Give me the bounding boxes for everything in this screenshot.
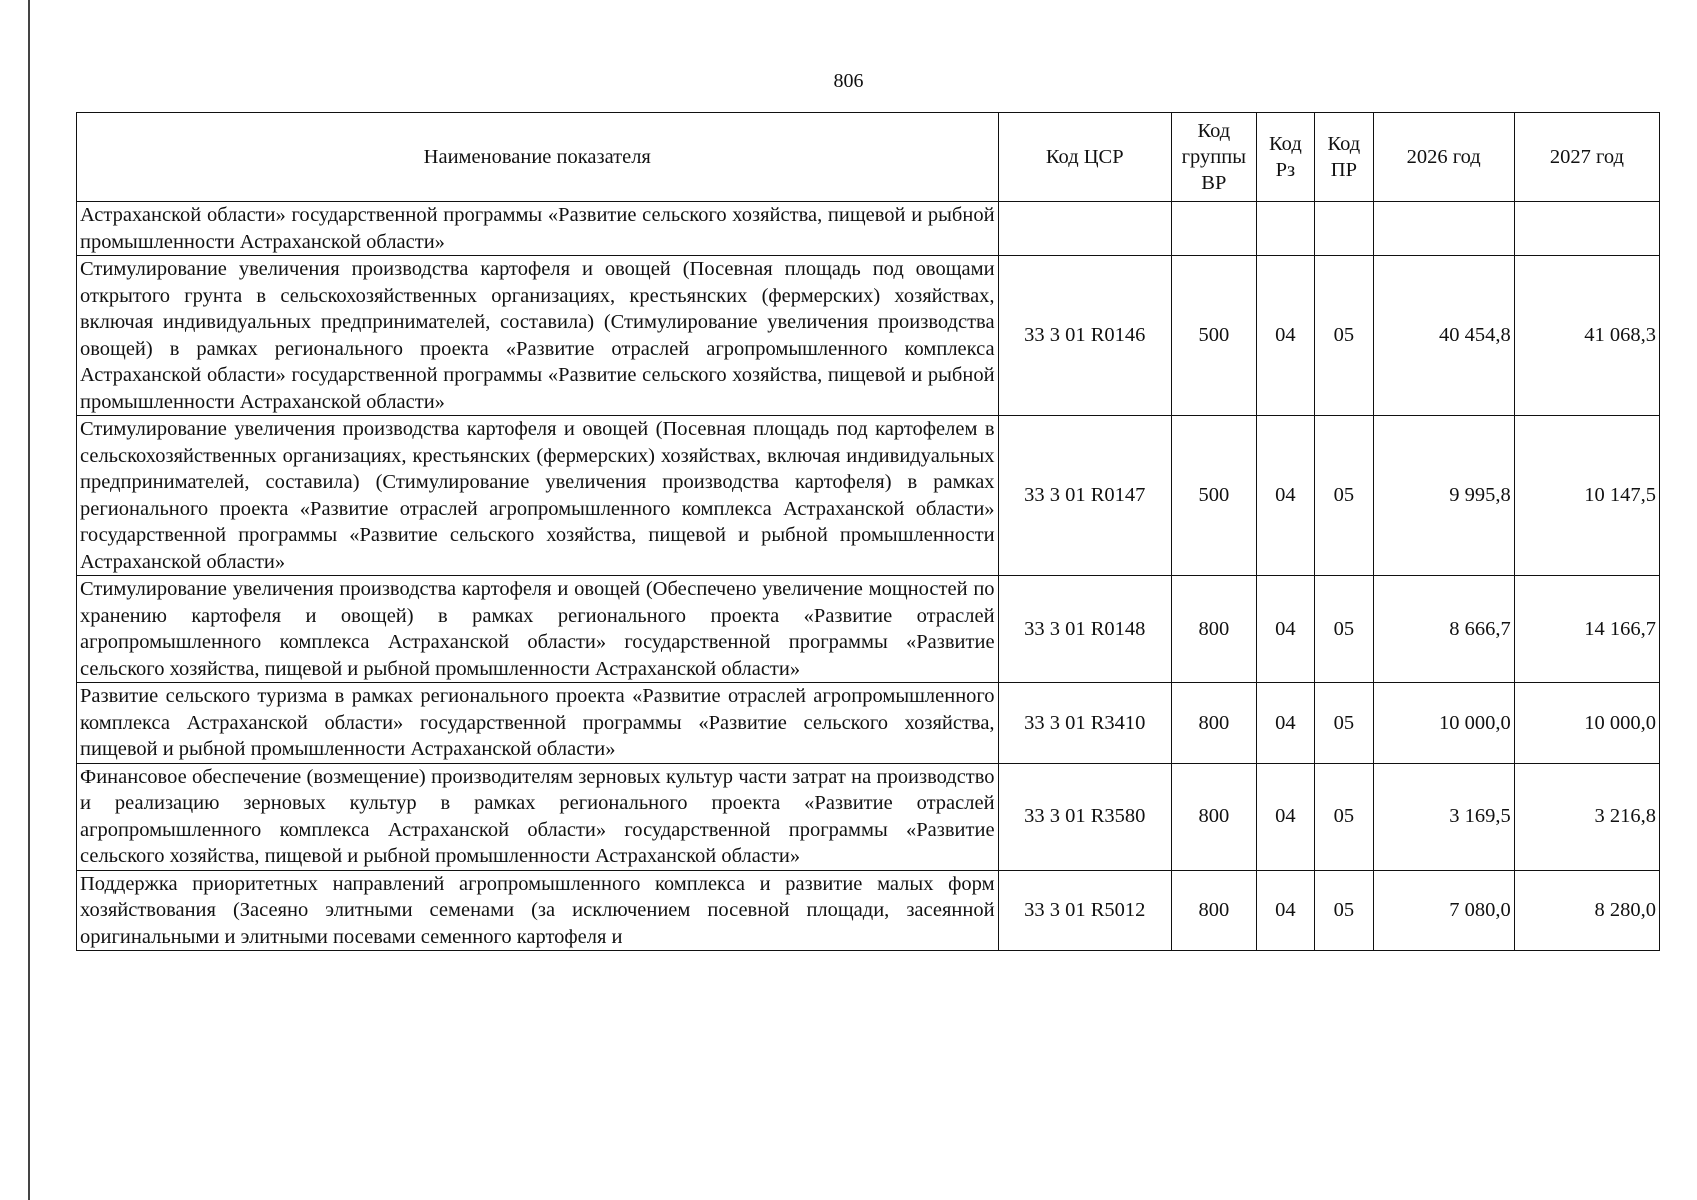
row-name: Поддержка приоритетных направлений агропромышленного комплекса и развитие малых форм хозяйствования (Засеяно элитными семенами (за исключением посевной площади, засеянной оригинальными и элитными посевами семенного картофеля и [77,870,999,951]
scan-edge-line [28,0,30,1200]
table-row [77,202,1660,256]
row-pr-code: 05 [1315,416,1373,576]
row-amount-2027: 10 147,5 [1514,416,1659,576]
table-row [77,576,1660,683]
row-amount-2026: 9 995,8 [1373,416,1514,576]
header-year-2027: 2027 год [1514,113,1659,202]
row-amount-2027: 8 280,0 [1514,870,1659,951]
header-vr-code: Код группы ВР [1171,113,1256,202]
header-name: Наименование показателя [77,113,999,202]
table-row [77,256,1660,416]
row-rz-code: 04 [1256,416,1314,576]
row-vr-code: 800 [1171,576,1256,683]
row-amount-2026: 40 454,8 [1373,256,1514,416]
row-rz-code: 04 [1256,576,1314,683]
row-amount-2026: 7 080,0 [1373,870,1514,951]
table-header-row [77,113,1660,202]
row-rz-code: 04 [1256,763,1314,870]
row-name: Стимулирование увеличения производства картофеля и овощей (Посевная площадь под овощами открытого грунта в сельскохозяйственных организациях, крестьянских (фермерских) хозяйствах, включая индивидуальных предпринимателей, составила) (Стимулирование увеличения производства овощей) в рамках регионального проекта «Развитие отраслей агропромышленного комплекса Астраханской области» государственной программы «Развитие сельского хозяйства, пищевой и рыбной промышленности Астраханской области» [77,256,999,416]
table-row [77,763,1660,870]
row-csr-code: 33 3 01 R0148 [998,576,1171,683]
row-pr-code: 05 [1315,683,1373,764]
row-csr-code: 33 3 01 R0147 [998,416,1171,576]
header-csr-code: Код ЦСР [998,113,1171,202]
row-amount-2027: 3 216,8 [1514,763,1659,870]
row-rz-code: 04 [1256,256,1314,416]
row-csr-code: 33 3 01 R3580 [998,763,1171,870]
budget-table [76,112,1660,951]
row-amount-2026 [1373,202,1514,256]
row-csr-code: 33 3 01 R0146 [998,256,1171,416]
row-pr-code: 05 [1315,576,1373,683]
row-pr-code: 05 [1315,763,1373,870]
row-name: Развитие сельского туризма в рамках регионального проекта «Развитие отраслей агропромышленного комплекса Астраханской области» государственной программы «Развитие сельского хозяйства, пищевой и рыбной промышленности Астраханской области» [77,683,999,764]
row-amount-2027 [1514,202,1659,256]
row-rz-code: 04 [1256,870,1314,951]
row-vr-code: 800 [1171,870,1256,951]
row-vr-code: 500 [1171,416,1256,576]
row-rz-code: 04 [1256,683,1314,764]
row-pr-code: 05 [1315,256,1373,416]
row-csr-code: 33 3 01 R3410 [998,683,1171,764]
row-name: Стимулирование увеличения производства картофеля и овощей (Посевная площадь под картофелем в сельскохозяйственных организациях, крестьянских (фермерских) хозяйствах, включая индивидуальных предпринимателей, составила) (Стимулирование увеличения производства картофеля) в рамках регионального проекта «Развитие отраслей агропромышленного комплекса Астраханской области» государственной программы «Развитие сельского хозяйства, пищевой и рыбной промышленности Астраханской области» [77,416,999,576]
row-amount-2027: 14 166,7 [1514,576,1659,683]
table-row [77,870,1660,951]
row-csr-code [998,202,1171,256]
row-csr-code: 33 3 01 R5012 [998,870,1171,951]
row-name: Стимулирование увеличения производства картофеля и овощей (Обеспечено увеличение мощностей по хранению картофеля и овощей) в рамках регионального проекта «Развитие отраслей агропромышленного комплекса Астраханской области» государственной программы «Развитие сельского хозяйства, пищевой и рыбной промышленности Астраханской области» [77,576,999,683]
row-amount-2027: 41 068,3 [1514,256,1659,416]
row-vr-code: 800 [1171,683,1256,764]
table-row [77,416,1660,576]
header-year-2026: 2026 год [1373,113,1514,202]
row-name: Астраханской области» государственной программы «Развитие сельского хозяйства, пищевой и рыбной промышленности Астраханской области» [77,202,999,256]
row-vr-code: 500 [1171,256,1256,416]
row-amount-2026: 8 666,7 [1373,576,1514,683]
row-amount-2027: 10 000,0 [1514,683,1659,764]
row-vr-code: 800 [1171,763,1256,870]
row-pr-code [1315,202,1373,256]
row-rz-code [1256,202,1314,256]
row-vr-code [1171,202,1256,256]
row-amount-2026: 10 000,0 [1373,683,1514,764]
header-rz-code: Код Рз [1256,113,1314,202]
table-row [77,683,1660,764]
row-pr-code: 05 [1315,870,1373,951]
header-pr-code: Код ПР [1315,113,1373,202]
page-number: 806 [833,70,864,92]
row-name: Финансовое обеспечение (возмещение) производителям зерновых культур части затрат на производство и реализацию зерновых культур в рамках регионального проекта «Развитие отраслей агропромышленного комплекса Астраханской области» государственной программы «Развитие сельского хозяйства, пищевой и рыбной промышленности Астраханской области» [77,763,999,870]
row-amount-2026: 3 169,5 [1373,763,1514,870]
